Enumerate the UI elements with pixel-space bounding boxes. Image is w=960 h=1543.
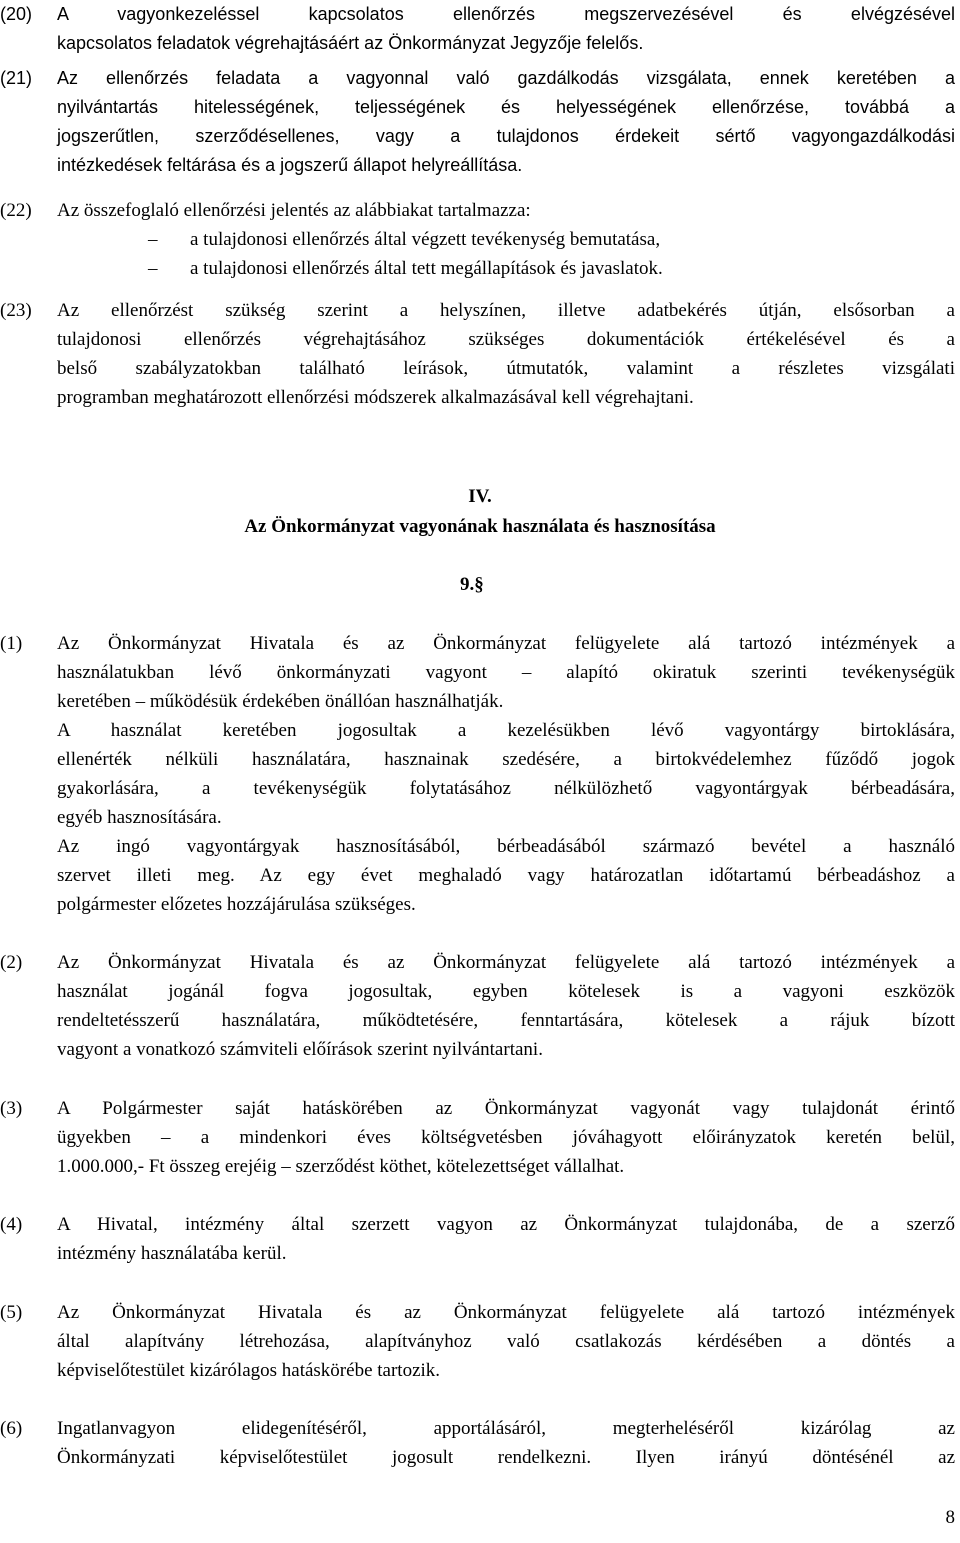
paragraph-number: (3) <box>0 1098 23 1119</box>
paragraph-line: szervet illeti meg. Az egy évet meghaladó vagy határozatlan időtartamú bérbeadáshoz a <box>57 865 955 886</box>
page-number: 8 <box>945 1507 955 1528</box>
paragraph-line: használatukban lévő önkormányzati vagyont – alapító okiratuk szerinti tevékenységük <box>57 662 955 683</box>
section-sign: § <box>474 574 484 595</box>
paragraph-1 <box>0 629 955 919</box>
paragraph-line: Az ingó vagyontárgyak hasznosításából, bérbeadásából származó bevétel a használó <box>57 836 955 857</box>
list-item-text: a tulajdonosi ellenőrzés által tett megállapítások és javaslatok. <box>190 258 663 279</box>
paragraph-line: jogszerűtlen, szerződésellenes, vagy a tulajdonos érdekeit sértő vagyongazdálkodási <box>57 126 955 146</box>
paragraph-number: (5) <box>0 1302 23 1323</box>
paragraph-22 <box>0 196 955 225</box>
paragraph-4 <box>0 1210 955 1268</box>
paragraph-line: gyakorlására, a tevékenységük folytatásához nélkülözhető vagyontárgyak bérbeadására, <box>57 778 955 799</box>
list-item <box>0 225 660 254</box>
chapter-title: Az Önkormányzat vagyonának használata és hasznosítása <box>244 516 716 537</box>
paragraph-line: Az Önkormányzat Hivatala és az Önkormányzat felügyelete alá tartozó intézmények <box>57 1302 955 1323</box>
dash-bullet: – <box>148 229 158 250</box>
paragraph-line: tulajdonosi ellenőrzés végrehajtásához szükséges dokumentációk értékelésével és a <box>57 329 955 350</box>
paragraph-line: használat jogánál fogva jogosultak, egyben kötelesek is a vagyoni eszközök <box>57 981 955 1002</box>
paragraph-line: Az ellenőrzést szükség szerint a helyszínen, illetve adatbekérés útján, elsősorban a <box>57 300 955 321</box>
paragraph-line: polgármester előzetes hozzájárulása szükséges. <box>57 894 416 915</box>
paragraph-line: ellenérték nélküli használatára, hasznainak szedésére, a birtokvédelemhez fűződő jogok <box>57 749 955 770</box>
paragraph-line: A használat keretében jogosultak a kezelésükben lévő vagyontárgy birtoklására, <box>57 720 955 741</box>
paragraph-line: intézkedések feltárása és a jogszerű állapot helyreállítása. <box>57 155 523 175</box>
paragraph-number: (21) <box>0 68 33 88</box>
paragraph-line: 1.000.000,- Ft összeg erejéig – szerződést köthet, kötelezettséget vállalhat. <box>57 1156 625 1177</box>
paragraph-6 <box>0 1414 955 1472</box>
list-item <box>0 254 663 283</box>
paragraph-line: A Polgármester saját hatáskörében az Önkormányzat vagyonát vagy tulajdonát érintő <box>57 1098 955 1119</box>
paragraph-number: (22) <box>0 200 32 221</box>
paragraph-number: (23) <box>0 300 32 321</box>
paragraph-number: (4) <box>0 1214 23 1235</box>
paragraph-21 <box>0 64 955 180</box>
paragraph-line: belső szabályzatokban található leírások, útmutatók, valamint a részletes vizsgálati <box>57 358 955 379</box>
paragraph-23 <box>0 296 955 412</box>
paragraph-line: ügyekben – a mindenkori éves költségvetésben jóváhagyott előirányzatok keretén belül, <box>57 1127 955 1148</box>
paragraph-line: A vagyonkezeléssel kapcsolatos ellenőrzés megszervezésével és elvégzésével <box>57 4 955 24</box>
paragraph-line: keretében – működésük érdekében önállóan használhatják. <box>57 691 504 712</box>
section-number: 9. <box>460 574 475 595</box>
paragraph-number: (6) <box>0 1418 23 1439</box>
chapter-number: IV. <box>468 486 492 507</box>
paragraph-20 <box>0 0 955 58</box>
paragraph-line: egyéb hasznosítására. <box>57 807 222 828</box>
paragraph-line: rendeltetésszerű használatára, működtetésére, fenntartására, kötelesek a rájuk bízott <box>57 1010 955 1031</box>
paragraph-line: Az Önkormányzat Hivatala és az Önkormányzat felügyelete alá tartozó intézmények a <box>57 952 955 973</box>
paragraph-line: vagyont a vonatkozó számviteli előírások szerint nyilvántartani. <box>57 1039 543 1060</box>
paragraph-intro: Az összefoglaló ellenőrzési jelentés az alábbiakat tartalmazza: <box>57 200 531 221</box>
section-heading <box>460 570 484 599</box>
paragraph-line: Az ellenőrzés feladata a vagyonnal való gazdálkodás vizsgálata, ennek keretében a <box>57 68 955 88</box>
list-item-text: a tulajdonosi ellenőrzés által végzett tevékenység bemutatása, <box>190 229 661 250</box>
paragraph-line: Az Önkormányzat Hivatala és az Önkormányzat felügyelete alá tartozó intézmények a <box>57 633 955 654</box>
paragraph-line: intézmény használatába kerül. <box>57 1243 287 1264</box>
paragraph-number: (1) <box>0 633 23 654</box>
paragraph-line: nyilvántartás hitelességének, teljességének és helyességének ellenőrzése, továbbá a <box>57 97 955 117</box>
paragraph-number: (20) <box>0 4 33 24</box>
paragraph-line: képviselőtestület kizárólagos hatáskörébe tartozik. <box>57 1360 441 1381</box>
paragraph-2 <box>0 948 955 1064</box>
paragraph-5 <box>0 1298 955 1385</box>
paragraph-line: Önkormányzati képviselőtestület jogosult rendelkezni. Ilyen irányú döntésénél az <box>57 1447 955 1468</box>
paragraph-3 <box>0 1094 955 1181</box>
paragraph-line: kapcsolatos feladatok végrehajtásáért az Önkormányzat Jegyzője felelős. <box>57 33 644 53</box>
paragraph-number: (2) <box>0 952 23 973</box>
paragraph-line: A Hivatal, intézmény által szerzett vagyon az Önkormányzat tulajdonába, de a szerző <box>57 1214 955 1235</box>
paragraph-line: Ingatlanvagyon elidegenítéséről, apportálásáról, megterheléséről kizárólag az <box>57 1418 955 1439</box>
paragraph-line: programban meghatározott ellenőrzési módszerek alkalmazásával kell végrehajtani. <box>57 387 694 408</box>
dash-bullet: – <box>148 258 158 279</box>
paragraph-line: által alapítvány létrehozása, alapítványhoz való csatlakozás kérdésében a döntés a <box>57 1331 955 1352</box>
